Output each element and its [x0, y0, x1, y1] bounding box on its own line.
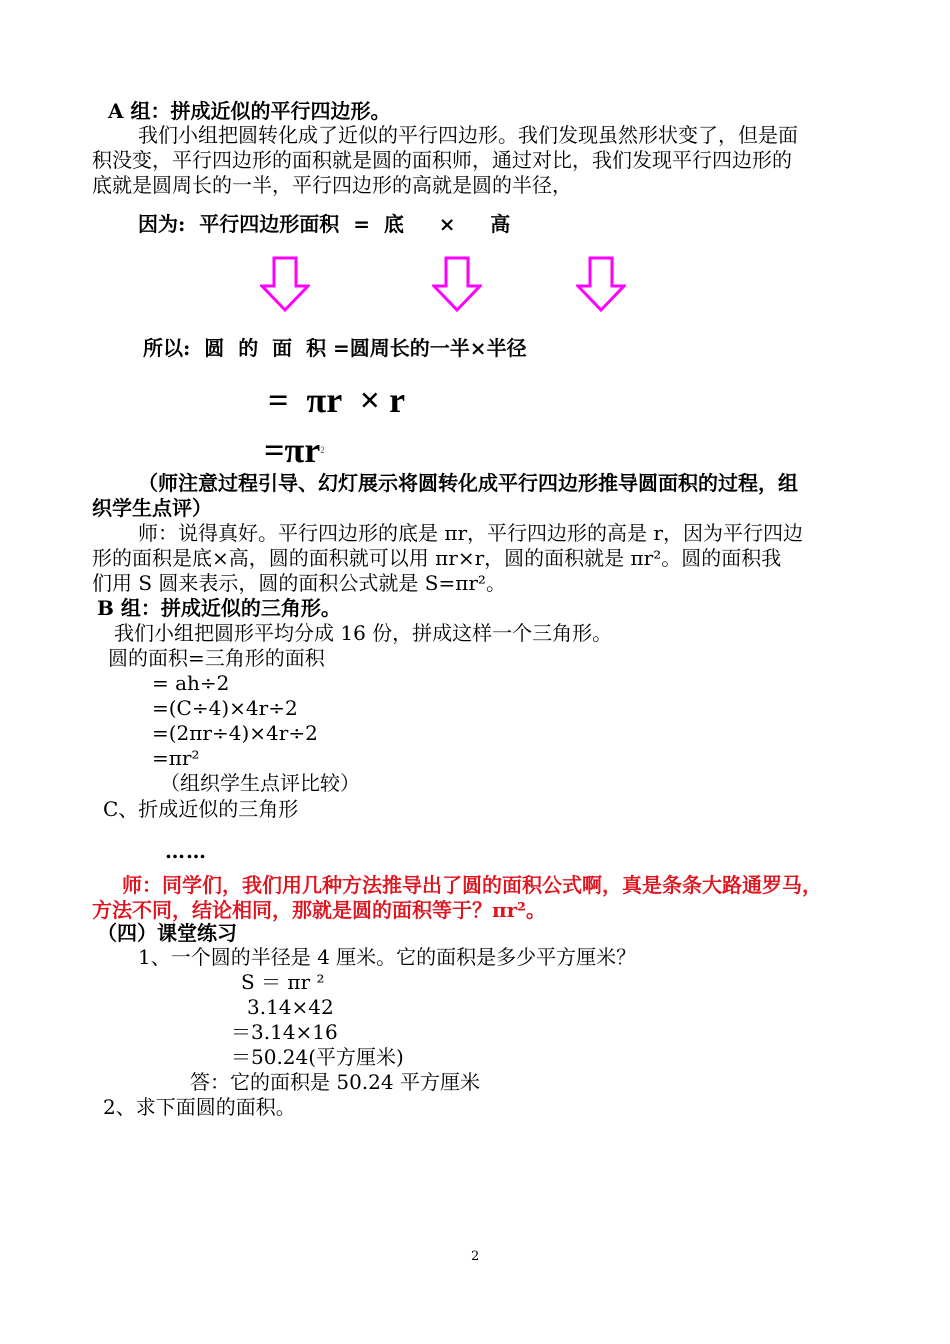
section-4-title: （四）课堂练习	[97, 921, 237, 945]
because-formula: 因为: 平行四边形面积 = 底 × 高	[138, 212, 511, 236]
question-2: 2、求下面圆的面积。	[103, 1095, 296, 1119]
teacher-note-line-1: （师注意过程引导、幻灯展示将圆转化成平行四边形推导圆面积的过程，组	[138, 471, 798, 495]
down-arrow-icon	[576, 256, 626, 312]
teacher-para-line-1: 师：说得真好。平行四边形的底是 πr，平行四边形的高是 r，因为平行四边	[138, 521, 803, 545]
teacher-para-line-2: 形的面积是底×高，圆的面积就可以用 πr×r，圆的面积就是 πr²。圆的面积我	[92, 546, 782, 570]
calc-line-3: ＝3.14×16	[231, 1020, 338, 1044]
calc-line-4: ＝50.24(平方厘米)	[231, 1045, 404, 1069]
equation-pir-squared: $=\pi r^2$	[264, 430, 325, 470]
group-b-intro: 我们小组把圆形平均分成 16 份，拼成这样一个三角形。	[114, 621, 613, 645]
group-b-line-2: = ah÷2	[152, 671, 230, 695]
group-a-para-line-1: 我们小组把圆转化成了近似的平行四边形。我们发现虽然形状变了，但是面	[138, 123, 798, 147]
group-b-line-1: 圆的面积=三角形的面积	[108, 646, 325, 670]
group-a-para-line-3: 底就是圆周长的一半，平行四边形的高就是圆的半径，	[92, 173, 572, 197]
equation-pir-times-r: = πr × r	[268, 380, 406, 420]
page-number: 2	[471, 1249, 480, 1264]
group-b-title: B 组：拼成近似的三角形。	[97, 596, 341, 620]
group-c-title: C、折成近似的三角形	[103, 797, 299, 821]
calc-line-2: 3.14×42	[247, 995, 334, 1019]
group-a-para-line-2: 积没变，平行四边形的面积就是圆的面积师，通过对比，我们发现平行四边形的	[92, 148, 792, 172]
answer-1: 答：它的面积是 50.24 平方厘米	[190, 1070, 480, 1094]
group-b-line-6: （组织学生点评比较）	[160, 771, 360, 795]
teacher-note-line-2: 织学生点评）	[92, 496, 212, 520]
calc-line-1: S ＝ πr ²	[241, 970, 325, 994]
group-b-line-4: =(2πr÷4)×4r÷2	[152, 721, 318, 745]
teacher-para-line-3: 们用 S 圆来表示，圆的面积公式就是 S=πr²。	[92, 571, 506, 595]
group-b-line-3: =(C÷4)×4r÷2	[152, 696, 298, 720]
group-a-title: A 组：拼成近似的平行四边形。	[108, 99, 391, 123]
group-b-line-5: =πr²	[152, 746, 200, 770]
down-arrow-icon	[432, 256, 482, 312]
question-1: 1、一个圆的半径是 4 厘米。它的面积是多少平方厘米？	[138, 945, 637, 969]
teacher-summary-line-2: 方法不同，结论相同，那就是圆的面积等于？πr²。	[92, 898, 546, 922]
down-arrow-icon	[260, 256, 310, 312]
ellipsis: ……	[165, 839, 207, 863]
so-formula: 所以: 圆 的 面 积 =圆周长的一半×半径	[143, 336, 527, 360]
teacher-summary-line-1: 师：同学们，我们用几种方法推导出了圆的面积公式啊，真是条条大路通罗马，	[122, 873, 822, 897]
